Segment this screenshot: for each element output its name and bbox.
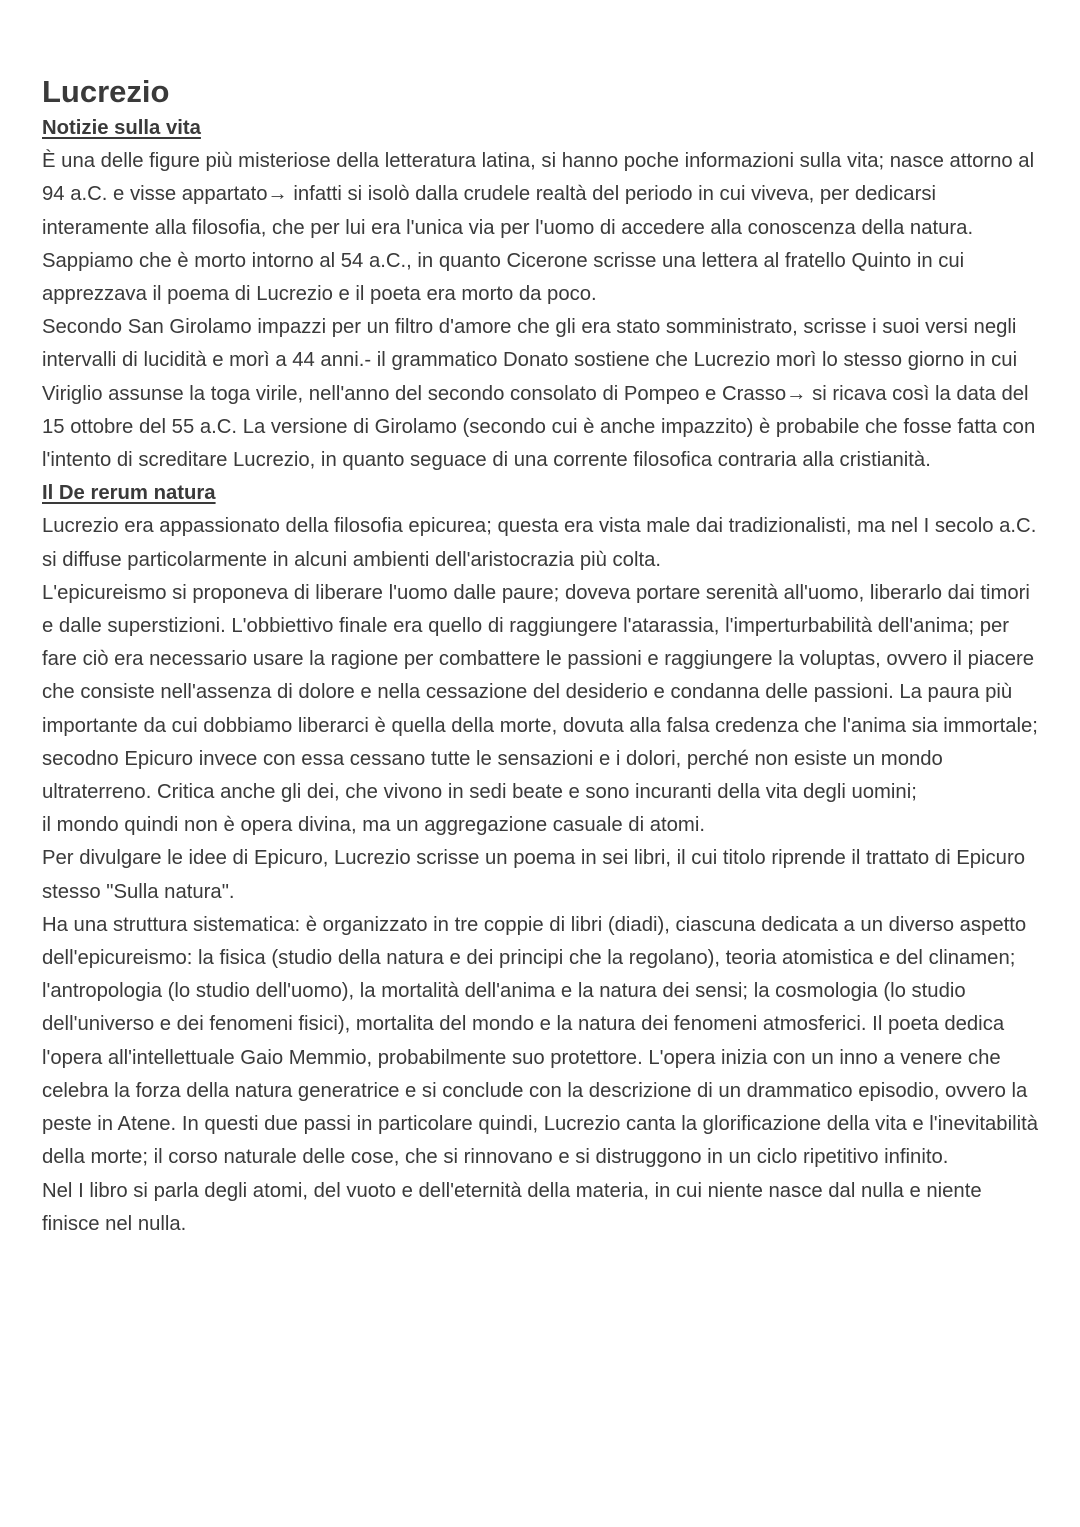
paragraph: Per divulgare le idee di Epicuro, Lucrezio scrisse un poema in sei libri, il cui titolo riprende il trattato di Epicuro stesso "Sulla natura". xyxy=(42,847,1025,903)
section-heading-de-rerum-natura: Il De rerum natura xyxy=(42,482,216,505)
section-de-rerum-natura xyxy=(42,477,1042,1241)
paragraph: Lucrezio era appassionato della filosofia epicurea; questa era vista male dai tradizionalisti, ma nel I secolo a.C. si diffuse particolarmente in alcuni ambienti dell'aristocrazia più colta. xyxy=(42,515,1037,571)
paragraph: L'epicureismo si proponeva di liberare l'uomo dalle paure; doveva portare serenità all'uomo, liberarlo dai timori e dalle superstizioni. L'obbiettivo finale era quello di raggiungere l'atarassia, l'imperturbabilità dell'anima; per fare ciò era necessario usare la ragione per combattere le passioni e raggiungere la voluptas, ovvero il piacere che consiste nell'assenza di dolore e nella cessazione del desiderio e condanna delle passioni. La paura più importante da cui dobbiamo liberarci è quella della morte, dovuta alla falsa credenza che l'anima sia immortale; secodno Epicuro invece con essa cessano tutte le sensazioni e i dolori, perché non esiste un mondo ultraterreno. Critica anche gli dei, che vivono in sedi beate e sono incuranti della vita degli uomini; xyxy=(42,581,1038,804)
paragraph: È una delle figure più misteriose della letteratura latina, si hanno poche informazioni sulla vita; nasce attorno al 94 a.C. e visse appartato→ infatti si isolò dalla crudele realtà del periodo in cui viveva, per dedicarsi interamente alla filosofia, che per lui era l'unica via per l'uomo di accedere alla conoscenza della natura. Sappiamo che è morto intorno al 54 a.C., in quanto Cicerone scrisse una lettera al fratello Quinto in cui apprezzava il poema di Lucrezio e il poeta era morto da poco. xyxy=(42,150,1035,306)
paragraph: Nel I libro si parla degli atomi, del vuoto e dell'eternità della materia, in cui niente nasce dal nulla e niente finisce nel nulla. xyxy=(42,1179,982,1235)
document-title: Lucrezio xyxy=(42,74,170,109)
paragraph: il mondo quindi non è opera divina, ma un aggregazione casuale di atomi. xyxy=(42,814,705,837)
section-heading-biography: Notizie sulla vita xyxy=(42,117,201,139)
document-page xyxy=(42,72,1042,1241)
paragraph: Ha una struttura sistematica: è organizzato in tre coppie di libri (diadi), ciascuna dedicata a un diverso aspetto dell'epicureismo: la fisica (studio della natura e dei principi che la regolano), teoria atomistica e del clinamen; l'antropologia (lo studio dell'uomo), la mortalità dell'anima e la natura dei sensi; la cosmologia (lo studio dell'universo e dei fenomeni fisici), mortalita del mondo e la natura dei fenomeni atmosferici. Il poeta dedica l'opera all'intellettuale Gaio Memmio, probabilmente suo protettore. L'opera inizia con un inno a venere che celebra la forza della natura generatrice e si conclude con la descrizione di un drammatico episodio, ovvero la peste in Atene. In questi due passi in particolare quindi, Lucrezio canta la glorificazione della vita e l'inevitabilità della morte; il corso naturale delle cose, che si rinnovano e si distruggono in un ciclo ripetitivo infinito. xyxy=(42,913,1038,1169)
section-biography xyxy=(42,112,1042,477)
paragraph: Secondo San Girolamo impazzi per un filtro d'amore che gli era stato somministrato, scrisse i suoi versi negli intervalli di lucidità e morì a 44 anni.- il grammatico Donato sostiene che Lucrezio morì lo stesso giorno in cui Viriglio assunse la toga virile, nell'anno del secondo consolato di Pompeo e Crasso→ si ricava così la data del 15 ottobre del 55 a.C. La versione di Girolamo (secondo cui è anche impazzito) è probabile che fosse fatta con l'intento di screditare Lucrezio, in quanto seguace di una corrente filosofica contraria alla cristianità. xyxy=(42,316,1036,472)
